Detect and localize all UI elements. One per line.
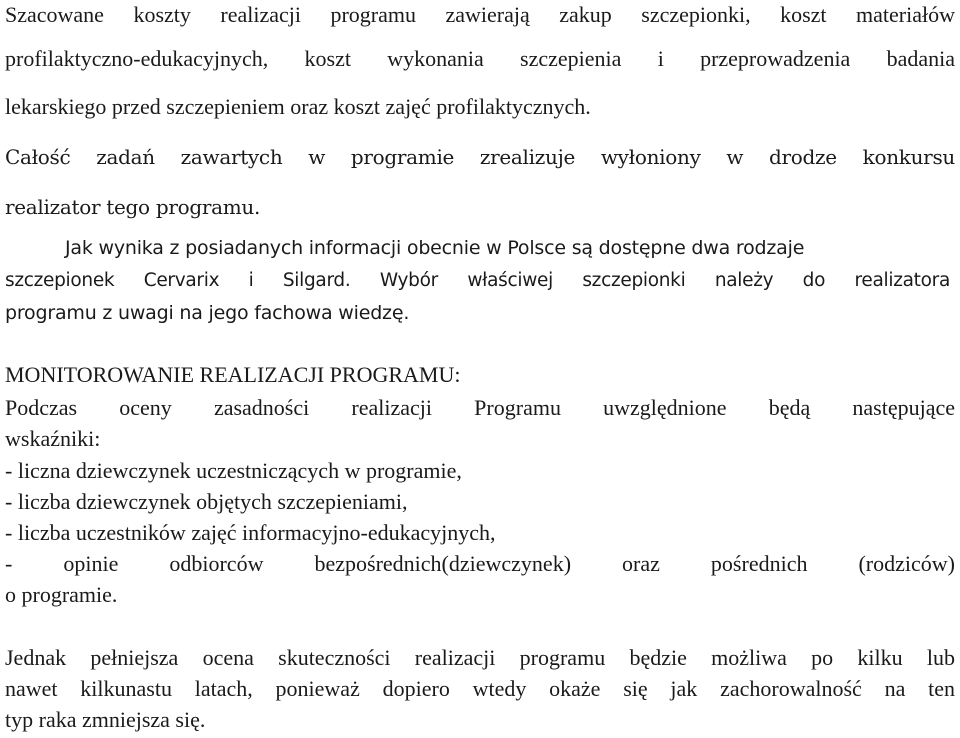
list-item: - liczba dziewczynek objętych szczepieniami,	[5, 489, 408, 514]
list-item: - liczna dziewczynek uczestniczących w programie,	[5, 458, 462, 483]
text-line: typ raka zmniejsza się.	[5, 707, 206, 732]
text-line: Jednak pełniejsza ocena skuteczności realizacji programu będzie możliwa po kilku lub	[5, 645, 955, 670]
text-line: lekarskiego przed szczepieniem oraz koszt zajęć profilaktycznych.	[5, 94, 591, 119]
section-heading: MONITOROWANIE REALIZACJI PROGRAMU:	[5, 362, 461, 387]
list-item: - liczba uczestników zajęć informacyjno-edukacyjnych,	[5, 520, 496, 545]
text-line: szczepionek Cervarix i Silgard. Wybór właściwej szczepionki należy do realizatora	[5, 270, 950, 291]
text-line: programu z uwagi na jego fachowa wiedzę.	[5, 302, 410, 324]
text-line: profilaktyczno-edukacyjnych, koszt wykonania szczepienia i przeprowadzenia badania	[5, 46, 955, 71]
text-line: nawet kilkunastu latach, ponieważ dopiero wtedy okaże się jak zachorowalność na ten	[5, 676, 955, 701]
text-line: realizator tego programu.	[5, 195, 261, 219]
text-line: Szacowane koszty realizacji programu zawierają zakup szczepionki, koszt materiałów	[5, 2, 955, 27]
text-line: Jak wynika z posiadanych informacji obecnie w Polsce są dostępne dwa rodzaje	[65, 237, 805, 259]
text-line: o programie.	[5, 582, 118, 607]
text-line: wskaźniki:	[5, 426, 101, 451]
text-line: Całość zadań zawartych w programie zrealizuje wyłoniony w drodze konkursu	[5, 145, 955, 169]
text-line: Podczas oceny zasadności realizacji Programu uwzględnione będą następujące	[5, 395, 955, 420]
list-item: - opinie odbiorców bezpośrednich(dziewczynek) oraz pośrednich (rodziców)	[5, 551, 955, 576]
